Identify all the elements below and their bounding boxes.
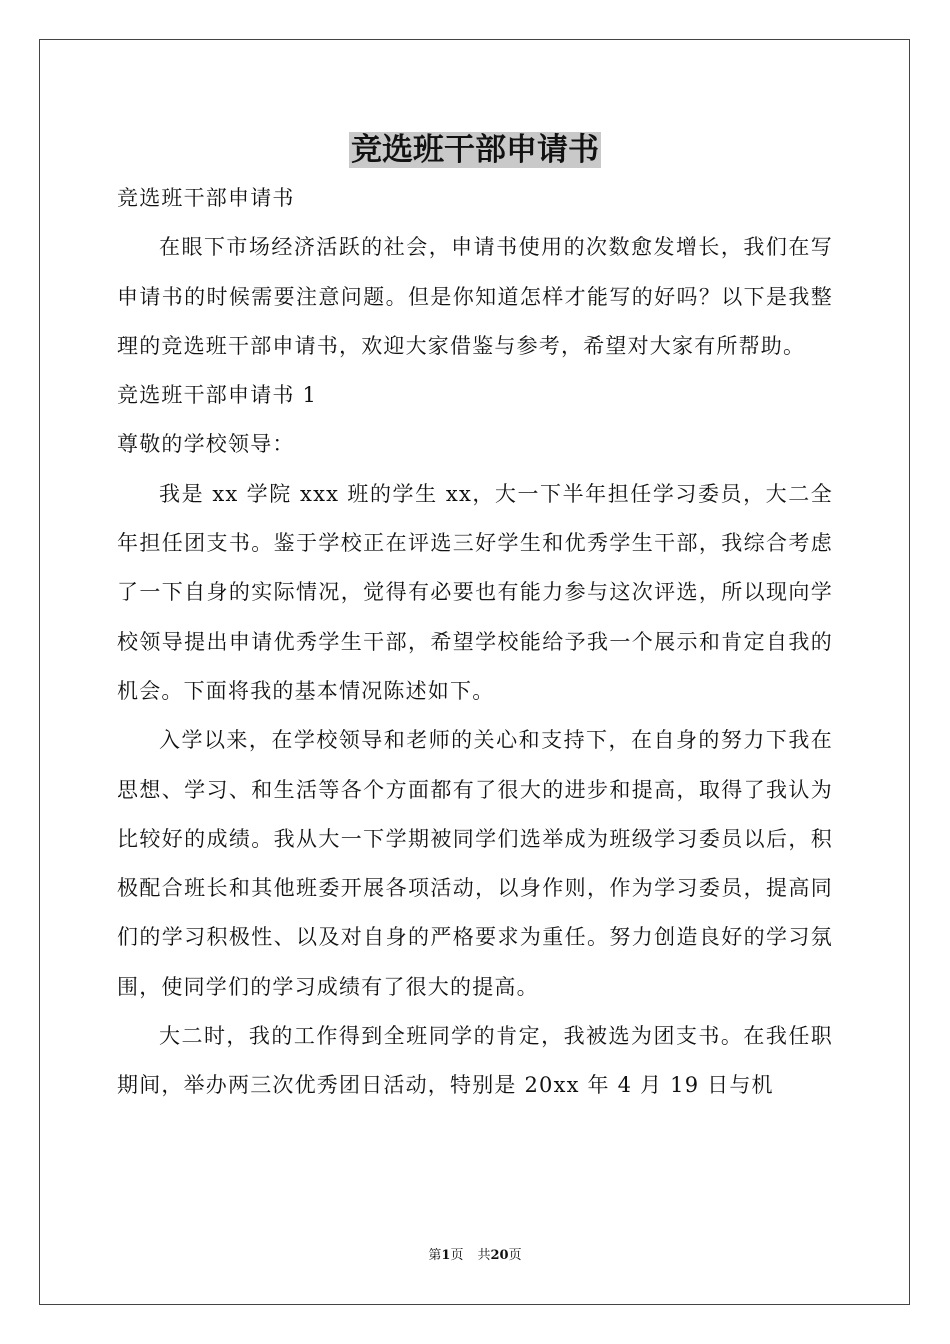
- document-title: [0, 128, 950, 172]
- paragraph-body-3: 大二时，我的工作得到全班同学的肯定，我被选为团支书。在我任职期间，举办两三次优秀团日活动，特别是 20xx 年 4 月 19 日与机: [117, 1024, 833, 1098]
- paragraph-body-2: 入学以来，在学校领导和老师的关心和支持下，在自身的努力下我在思想、学习、和生活等各个方面都有了很大的进步和提高，取得了我认为比较好的成绩。我从大一下学期被同学们选举成为班级学习委员以后，积极配合班长和其他班委开展各项活动，以身作则，作为学习委员，提高同们的学习积极性、以及对自身的严格要求为重任。努力创造良好的学习氛围，使同学们的学习成绩有了很大的提高。: [117, 728, 833, 999]
- page-footer: [0, 1246, 950, 1266]
- paragraph-section-heading: 竞选班干部申请书 1: [117, 383, 318, 408]
- paragraph-heading: 竞选班干部申请书: [117, 186, 295, 210]
- paragraph-body-1: 我是 xx 学院 xxx 班的学生 xx，大一下半年担任学习委员，大二全年担任团支书。鉴于学校正在评选三好学生和优秀学生干部，我综合考虑了一下自身的实际情况，觉得有必要也有能力参与这次评选，所以现向学校领导提出申请优秀学生干部，希望学校能给予我一个展示和肯定自我的机会。下面将我的基本情况陈述如下。: [117, 481, 833, 703]
- footer-page-prefix: 第: [428, 1248, 442, 1263]
- paragraph-salutation: 尊敬的学校领导：: [117, 432, 295, 457]
- footer-page-number: 1: [441, 1248, 451, 1263]
- document-body: [117, 174, 833, 1111]
- paragraph-intro: 在眼下市场经济活跃的社会，申请书使用的次数愈发增长，我们在写申请书的时候需要注意问题。但是你知道怎样才能写的好吗？以下是我整理的竞选班干部申请书，欢迎大家借鉴与参考，希望对大家有所帮助。: [117, 235, 833, 358]
- footer-total-pages: 20: [490, 1248, 509, 1263]
- document-title-text: 竞选班干部申请书: [351, 132, 599, 168]
- footer-total-prefix: 共: [477, 1248, 491, 1263]
- footer-total-suffix: 页: [508, 1248, 522, 1263]
- footer-page-suffix: 页: [450, 1248, 464, 1263]
